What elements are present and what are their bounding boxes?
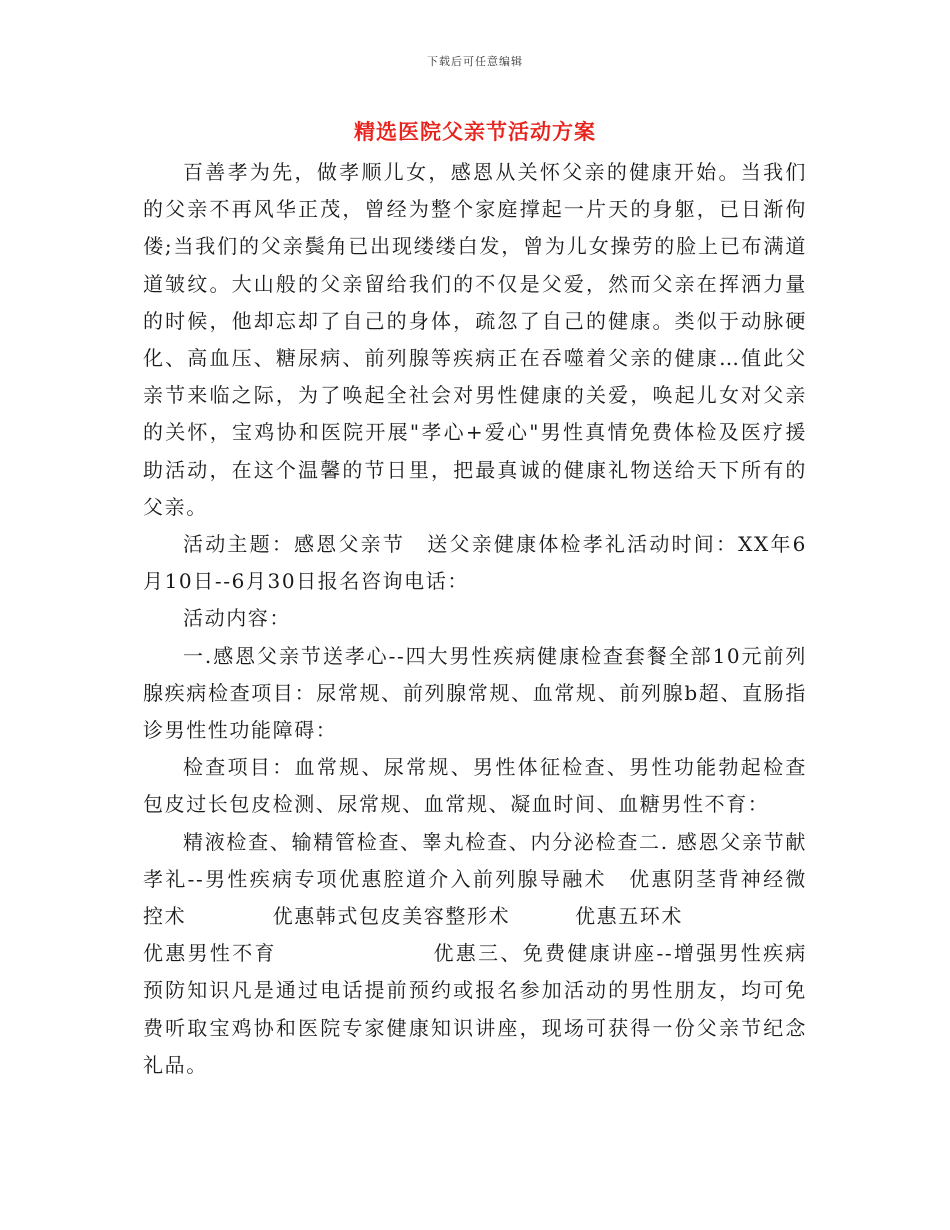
document-body — [143, 154, 807, 1084]
item-three-rest: 优惠三、免费健康讲座--增强男性疾病预防知识凡是通过电话提前预约或报名参加活动的男性朋友，均可免费听取宝鸡协和医院专家健康知识讲座，现场可获得一份父亲节纪念礼品。 — [143, 941, 807, 1077]
item-one-paragraph: 一.感恩父亲节送孝心--四大男性疾病健康检查套餐全部10元前列腺疾病检查项目：尿常规、前列腺常规、血常规、前列腺b超、直肠指诊男性性功能障碍： — [143, 643, 807, 743]
check-items-paragraph: 检查项目：血常规、尿常规、男性体征检查、男性功能勃起检查包皮过长包皮检测、尿常规、血常规、凝血时间、血糖男性不育： — [143, 755, 807, 817]
theme-paragraph: 活动主题：感恩父亲节 送父亲健康体检孝礼活动时间：XX年6月10日--6月30日报名咨询电话： — [143, 532, 807, 594]
document-title: 精选医院父亲节活动方案 — [354, 120, 596, 144]
item-two-paragraph: 精液检查、输精管检查、睾丸检查、内分泌检查二. 感恩父亲节献孝礼--男性疾病专项优惠腔道介入前列腺导融术 优惠阴茎背神经微控术 优惠韩式包皮美容整形术 优惠五环术 — [143, 829, 807, 929]
item-three-paragraph — [143, 935, 807, 1084]
item-three-lead: 优惠男性不育 — [143, 941, 277, 966]
content-heading: 活动内容： — [183, 606, 291, 631]
intro-paragraph: 百善孝为先，做孝顺儿女，感恩从关怀父亲的健康开始。当我们的父亲不再风华正茂，曾经为整个家庭撑起一片天的身躯，已日渐佝偻;当我们的父亲鬓角已出现缕缕白发，曾为儿女操劳的脸上已布满道道皱纹。大山般的父亲留给我们的不仅是父爱，然而父亲在挥洒力量的时候，他却忘却了自己的身体，疏忽了自己的健康。类似于动脉硬化、高血压、糖尿病、前列腺等疾病正在吞噬着父亲的健康…值此父亲节来临之际，为了唤起全社会对男性健康的关爱，唤起儿女对父亲的关怀，宝鸡协和医院开展"孝心+爱心"男性真情免费体检及医疗援助活动，在这个温馨的节日里，把最真诚的健康礼物送给天下所有的父亲。 — [143, 160, 807, 519]
page-header-note: 下载后可任意编辑 — [427, 55, 523, 68]
